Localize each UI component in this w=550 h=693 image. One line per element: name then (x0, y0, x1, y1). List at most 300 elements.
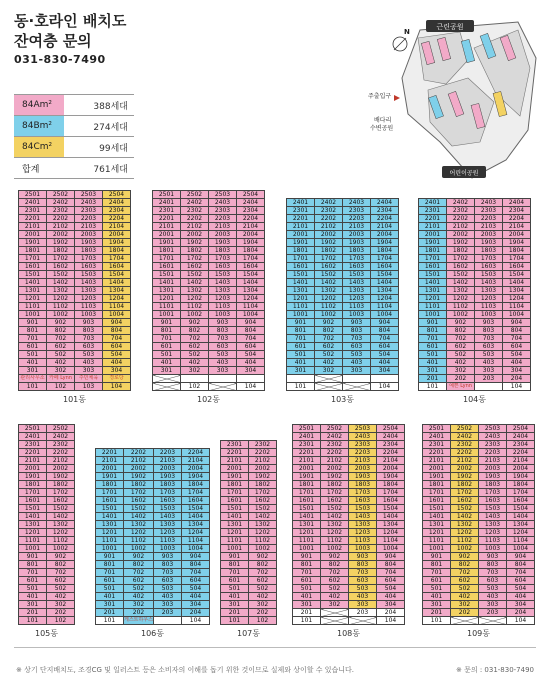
unit-cell: 2304 (507, 441, 535, 449)
unit-cell: 1704 (371, 255, 399, 263)
unit-cell: 402 (47, 593, 75, 601)
unit-cell: 2001 (287, 231, 315, 239)
unit-cell: 2302 (315, 207, 343, 215)
unit-cell: 902 (181, 319, 209, 327)
floor-row (419, 367, 531, 375)
unit-cell: 1203 (75, 295, 103, 303)
unit-cell: 802 (47, 561, 75, 569)
unit-cell: 1404 (507, 513, 535, 521)
unit-cell: 1702 (447, 255, 475, 263)
unit-cell: 1304 (507, 521, 535, 529)
floor-row (96, 585, 210, 593)
unit-cell: 1002 (181, 311, 209, 319)
floor-row (419, 287, 531, 295)
floor-row (19, 489, 75, 497)
unit-cell: 1601 (293, 497, 321, 505)
unit-cell: 404 (237, 359, 265, 367)
floor-row (153, 383, 265, 391)
unit-cell: 1801 (293, 481, 321, 489)
floor-row (221, 553, 277, 561)
unit-cell: 403 (75, 359, 103, 367)
unit-cell: 1603 (153, 497, 181, 505)
unit-cell: 1701 (419, 255, 447, 263)
unit-cell: 2003 (479, 465, 507, 473)
unit-cell: 1501 (423, 505, 451, 513)
unit-cell: 2502 (321, 425, 349, 433)
unit-cell: 202 (249, 609, 277, 617)
unit-cell: 2202 (181, 215, 209, 223)
unit-cell: 1103 (349, 537, 377, 545)
unit-cell: 2003 (343, 231, 371, 239)
floor-row (293, 577, 405, 585)
floor-row (419, 239, 531, 247)
entrance-arrow-icon (394, 95, 400, 101)
unit-cell: 2204 (507, 449, 535, 457)
unit-cell: 1903 (153, 473, 181, 481)
unit-cell: 1701 (153, 255, 181, 263)
unit-cell: 2201 (19, 449, 47, 457)
unit-cell: 1004 (181, 545, 209, 553)
unit-cell: 2401 (19, 433, 47, 441)
floor-row (221, 537, 277, 545)
unit-cell (451, 617, 479, 625)
unit-cell: 1203 (343, 295, 371, 303)
unit-cell: 2001 (221, 465, 249, 473)
floor-row (423, 553, 535, 561)
unit-cell: 주민체육 (75, 375, 103, 383)
unit-cell: 1301 (19, 287, 47, 295)
unit-cell: 1403 (209, 279, 237, 287)
unit-cell: 1003 (153, 545, 181, 553)
unit-cell: 2104 (237, 223, 265, 231)
unit-cell: 1803 (349, 481, 377, 489)
unit-cell: 1101 (423, 537, 451, 545)
floor-row (423, 449, 535, 457)
unit-cell: 2301 (19, 207, 47, 215)
unit-cell: 403 (479, 593, 507, 601)
unit-cell: 801 (423, 561, 451, 569)
unit-cell: 602 (321, 577, 349, 585)
floor-row (423, 505, 535, 513)
unit-cell: 2201 (153, 215, 181, 223)
unit-cell: 1403 (153, 513, 181, 521)
floor-row (153, 271, 265, 279)
footer-contact: ※ 문의 : 031-830-7490 (455, 666, 534, 674)
unit-cell: 1704 (237, 255, 265, 263)
unit-cell: 1303 (479, 521, 507, 529)
unit-cell: 2301 (293, 441, 321, 449)
floor-row (153, 223, 265, 231)
unit-cell: 2303 (479, 441, 507, 449)
unit-cell: 1303 (475, 287, 503, 295)
unit-cell: 603 (475, 343, 503, 351)
footer-note: ※ 상기 단지배치도, 조경CG 및 일러스트 등은 소비자의 이해를 돕기 위한 것이므로 실제와 상이할 수 있습니다. (16, 666, 355, 674)
unit-cell: 404 (507, 593, 535, 601)
unit-cell: 1101 (419, 303, 447, 311)
floor-row (153, 375, 265, 383)
floor-row (221, 521, 277, 529)
unit-cell: 2101 (153, 223, 181, 231)
floor-row (96, 481, 210, 489)
unit-cell: 304 (503, 367, 531, 375)
building-name: 104동 (463, 395, 486, 404)
unit-cell: 302 (249, 601, 277, 609)
unit-cell: 502 (47, 351, 75, 359)
footer-divider (14, 647, 536, 648)
floor-row (19, 457, 75, 465)
unit-cell: 1403 (475, 279, 503, 287)
unit-cell: 1203 (479, 529, 507, 537)
unit-cell: 602 (124, 577, 154, 585)
floor-row (221, 577, 277, 585)
unit-grid (152, 190, 265, 391)
unit-cell: 302 (47, 601, 75, 609)
floor-row (423, 569, 535, 577)
unit-cell: 2403 (479, 433, 507, 441)
unit-cell: 1001 (19, 311, 47, 319)
summary-row (14, 137, 134, 158)
floor-row (19, 433, 75, 441)
unit-cell: 604 (377, 577, 405, 585)
floor-row (423, 481, 535, 489)
unit-cell: 2104 (377, 457, 405, 465)
unit-cell: 2303 (349, 441, 377, 449)
floor-row (423, 465, 535, 473)
unit-cell: 104 (237, 383, 265, 391)
unit-cell: 1101 (293, 537, 321, 545)
floor-row (423, 561, 535, 569)
unit-cell: 1304 (371, 287, 399, 295)
unit-cell: 1101 (287, 303, 315, 311)
unit-cell: 1604 (507, 497, 535, 505)
unit-cell: 602 (47, 343, 75, 351)
unit-grid (95, 448, 210, 625)
floor-row (96, 449, 210, 457)
unit-cell: 702 (47, 335, 75, 343)
unit-cell: 2401 (153, 199, 181, 207)
floor-row (96, 465, 210, 473)
unit-cell: 703 (153, 569, 181, 577)
unit-cell: 1003 (475, 311, 503, 319)
unit-cell: 경로당 (103, 375, 131, 383)
unit-cell: 1501 (19, 271, 47, 279)
unit-cell: 1801 (287, 247, 315, 255)
unit-cell: 1201 (423, 529, 451, 537)
unit-cell: 1201 (19, 529, 47, 537)
building-name: 106동 (140, 629, 164, 638)
unit-cell: 302 (451, 601, 479, 609)
unit-cell: 1501 (221, 505, 249, 513)
unit-cell: 1602 (249, 497, 277, 505)
unit-cell: 1103 (343, 303, 371, 311)
entrance-label: 주출입구 (368, 93, 392, 100)
unit-cell: 2203 (475, 215, 503, 223)
unit-cell: 2504 (507, 425, 535, 433)
unit-cell: 2201 (293, 449, 321, 457)
unit-cell: 2104 (503, 223, 531, 231)
unit-cell: 902 (315, 319, 343, 327)
unit-cell: 1103 (75, 303, 103, 311)
unit-cell: 1304 (237, 287, 265, 295)
floor-row (293, 601, 405, 609)
floor-row (293, 537, 405, 545)
unit-cell: 504 (503, 351, 531, 359)
floor-row (293, 553, 405, 561)
floor-row (221, 601, 277, 609)
unit-cell: 602 (181, 343, 209, 351)
floor-row (221, 593, 277, 601)
building-block (152, 190, 265, 405)
unit-cell: 104 (371, 383, 399, 391)
unit-cell: 1302 (447, 287, 475, 295)
unit-cell: 2002 (321, 465, 349, 473)
title-line1: 동·호라인 배치도 (14, 12, 127, 30)
unit-cell (343, 383, 371, 391)
unit-cell: 1002 (124, 545, 154, 553)
unit-cell: 1104 (503, 303, 531, 311)
unit-cell: 1604 (103, 263, 131, 271)
floor-row (96, 521, 210, 529)
unit-cell: 2103 (209, 223, 237, 231)
floor-row (287, 327, 399, 335)
unit-cell: 1004 (371, 311, 399, 319)
unit-cell: 1102 (47, 303, 75, 311)
unit-cell: 1902 (315, 239, 343, 247)
unit-cell: 1202 (321, 529, 349, 537)
unit-cell: 1801 (19, 247, 47, 255)
unit-cell: 1201 (293, 529, 321, 537)
floor-row (221, 449, 277, 457)
unit-cell: 102 (249, 617, 277, 625)
unit-cell: 2401 (293, 433, 321, 441)
unit-cell: 1801 (423, 481, 451, 489)
unit-cell: 803 (475, 327, 503, 335)
floor-row (423, 433, 535, 441)
unit-cell: 1701 (221, 489, 249, 497)
unit-cell: 2503 (349, 425, 377, 433)
unit-cell: 1301 (19, 521, 47, 529)
floor-row (293, 585, 405, 593)
floor-row (287, 199, 399, 207)
unit-cell: 1701 (287, 255, 315, 263)
unit-cell: 901 (293, 553, 321, 561)
unit-cell: 1101 (221, 537, 249, 545)
floor-row (419, 311, 531, 319)
floor-row (153, 327, 265, 335)
unit-cell: 703 (209, 335, 237, 343)
floor-row (19, 311, 131, 319)
unit-cell: 101 (221, 617, 249, 625)
floor-row (287, 247, 399, 255)
floor-row (19, 327, 131, 335)
floor-row (153, 335, 265, 343)
unit-cell: 2302 (321, 441, 349, 449)
unit-cell: 403 (209, 359, 237, 367)
unit-cell: 2302 (447, 207, 475, 215)
unit-cell: 201 (419, 375, 447, 383)
unit-cell: 1901 (287, 239, 315, 247)
unit-cell: 2402 (47, 433, 75, 441)
unit-cell (153, 383, 181, 391)
unit-cell: 804 (103, 327, 131, 335)
unit-cell: 503 (475, 351, 503, 359)
unit-cell: 2502 (47, 191, 75, 199)
floor-row (19, 481, 75, 489)
unit-cell: 301 (293, 601, 321, 609)
unit-cell: 1202 (47, 295, 75, 303)
unit-cell: 801 (153, 327, 181, 335)
unit-cell: 402 (181, 359, 209, 367)
unit-cell: 203 (153, 609, 181, 617)
unit-cell: 401 (96, 593, 124, 601)
floor-row (19, 465, 75, 473)
unit-cell: 702 (124, 569, 154, 577)
unit-cell: 502 (315, 351, 343, 359)
unit-cell: 802 (321, 561, 349, 569)
unit-cell: 501 (423, 585, 451, 593)
unit-cell: 301 (153, 367, 181, 375)
unit-cell: 902 (124, 553, 154, 561)
unit-cell: 801 (221, 561, 249, 569)
unit-cell: 1203 (475, 295, 503, 303)
unit-cell: 2002 (315, 231, 343, 239)
floor-row (287, 215, 399, 223)
unit-cell: 2302 (451, 441, 479, 449)
floor-row (419, 375, 531, 383)
unit-cell: 2102 (447, 223, 475, 231)
north-arrow-icon (393, 28, 410, 51)
unit-cell: 2301 (419, 207, 447, 215)
unit-cell: 1404 (237, 279, 265, 287)
unit-cell: 1403 (349, 513, 377, 521)
unit-cell: 1501 (287, 271, 315, 279)
unit-cell: 801 (293, 561, 321, 569)
unit-cell: 204 (507, 609, 535, 617)
building-block (286, 198, 399, 405)
floor-row (423, 521, 535, 529)
unit-cell: 1902 (124, 473, 154, 481)
unit-cell: 2401 (419, 199, 447, 207)
unit-cell: 1601 (96, 497, 124, 505)
unit-cell: 801 (419, 327, 447, 335)
unit-cell: 2202 (447, 215, 475, 223)
unit-cell: 304 (103, 367, 131, 375)
unit-cell: 1701 (293, 489, 321, 497)
floor-row (423, 545, 535, 553)
unit-cell: 301 (423, 601, 451, 609)
floor-row (287, 311, 399, 319)
unit-cell: 1104 (371, 303, 399, 311)
unit-cell: 101 (19, 383, 47, 391)
unit-cell: 302 (447, 367, 475, 375)
building-block (18, 190, 131, 405)
unit-cell: 1903 (209, 239, 237, 247)
unit-cell: 1904 (503, 239, 531, 247)
building-name: 105동 (35, 629, 58, 638)
unit-cell: 1703 (479, 489, 507, 497)
unit-cell: 2101 (19, 223, 47, 231)
unit-cell: 2203 (75, 215, 103, 223)
floor-row (221, 609, 277, 617)
unit-cell: 701 (96, 569, 124, 577)
unit-cell: 901 (153, 319, 181, 327)
unit-cell: 303 (153, 601, 181, 609)
unit-cell: 1204 (103, 295, 131, 303)
unit-cell: 401 (293, 593, 321, 601)
unit-cell: 1102 (124, 537, 154, 545)
unit-cell: 2103 (479, 457, 507, 465)
unit-cell: 802 (451, 561, 479, 569)
unit-cell: 1204 (503, 295, 531, 303)
unit-cell: 2104 (507, 457, 535, 465)
unit-cell: 2102 (315, 223, 343, 231)
unit-cell: 1001 (419, 311, 447, 319)
floor-row (293, 497, 405, 505)
unit-cell: 1901 (153, 239, 181, 247)
floor-row (19, 263, 131, 271)
unit-cell (153, 617, 181, 625)
unit-cell: 1601 (153, 263, 181, 271)
unit-cell: 1401 (221, 513, 249, 521)
floor-row (221, 529, 277, 537)
floor-row (19, 513, 75, 521)
floor-row (19, 537, 75, 545)
unit-grid (220, 440, 277, 625)
unit-cell: 2002 (451, 465, 479, 473)
unit-cell: 1802 (321, 481, 349, 489)
unit-cell: 504 (507, 585, 535, 593)
unit-cell: 1602 (315, 263, 343, 271)
unit-cell: 2303 (343, 207, 371, 215)
unit-cell: 303 (343, 367, 371, 375)
floor-row (221, 569, 277, 577)
floor-row (293, 449, 405, 457)
unit-cell: 1702 (47, 255, 75, 263)
unit-cell: 302 (321, 601, 349, 609)
unit-cell: 503 (153, 585, 181, 593)
unit-grid (286, 198, 399, 391)
unit-cell: 1401 (96, 513, 124, 521)
floor-row (153, 263, 265, 271)
unit-cell: 501 (96, 585, 124, 593)
floor-row (221, 513, 277, 521)
unit-cell: 2303 (75, 207, 103, 215)
unit-cell: 203 (479, 609, 507, 617)
unit-cell: 1503 (479, 505, 507, 513)
unit-cell: 401 (153, 359, 181, 367)
unit-cell: 702 (451, 569, 479, 577)
unit-cell: 1804 (377, 481, 405, 489)
unit-cell: 704 (507, 569, 535, 577)
unit-cell: 301 (19, 601, 47, 609)
unit-cell: 901 (19, 319, 47, 327)
floor-row (96, 513, 210, 521)
unit-cell: 1003 (349, 545, 377, 553)
floor-row (19, 255, 131, 263)
unit-cell: 1604 (377, 497, 405, 505)
unit-cell: 1703 (343, 255, 371, 263)
unit-cell: 1004 (503, 311, 531, 319)
unit-cell: 1304 (377, 521, 405, 529)
unit-cell: 2203 (479, 449, 507, 457)
unit-cell: 2002 (181, 231, 209, 239)
site-map (368, 18, 540, 186)
unit-cell: 2004 (103, 231, 131, 239)
unit-cell: 1302 (47, 287, 75, 295)
unit-cell (349, 617, 377, 625)
unit-cell: 1101 (96, 537, 124, 545)
unit-cell: 201 (293, 609, 321, 617)
